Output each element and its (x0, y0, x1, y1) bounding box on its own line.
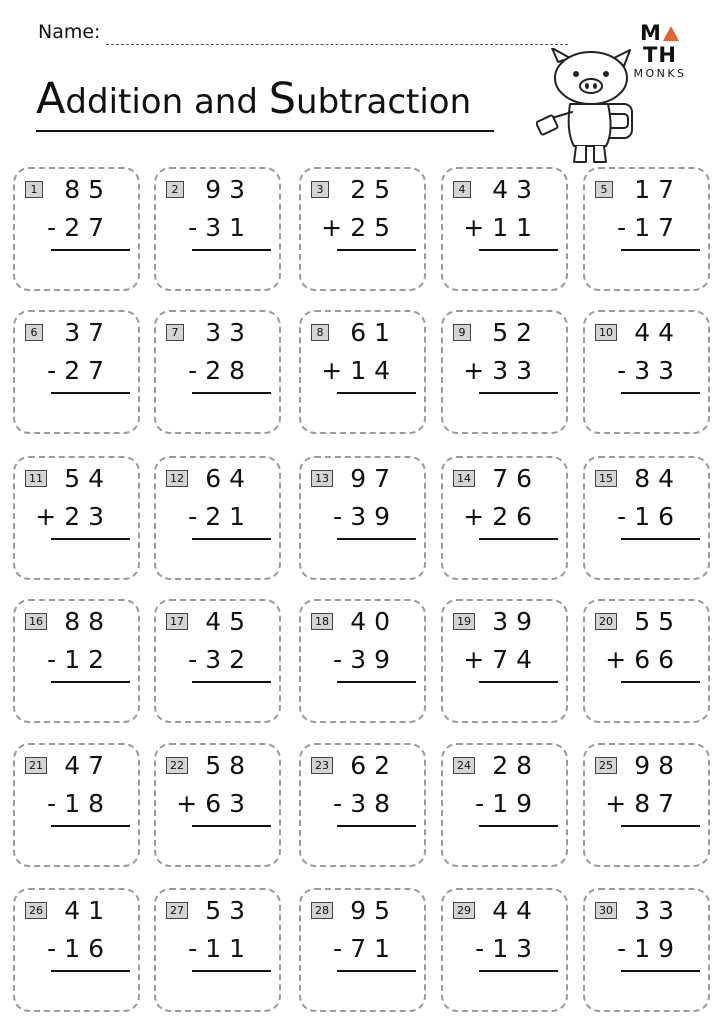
top-number: 93 (205, 175, 253, 204)
problem-number: 11 (25, 470, 47, 487)
answer-line[interactable] (51, 825, 130, 827)
answer-line[interactable] (192, 392, 271, 394)
top-number: 28 (492, 751, 540, 780)
operator-sign: + (463, 213, 493, 242)
problem-number: 21 (25, 757, 47, 774)
bottom-number: 63 (205, 789, 253, 818)
operator-sign: - (333, 934, 351, 963)
answer-line[interactable] (621, 681, 700, 683)
problem-card (154, 743, 281, 867)
problem-card (299, 888, 426, 1012)
problem-number: 14 (453, 470, 475, 487)
operator-sign: - (617, 213, 635, 242)
title-initial-s: S (268, 74, 297, 124)
problem-card (583, 743, 710, 867)
problem-card (583, 310, 710, 434)
top-number: 84 (634, 464, 682, 493)
top-number: 58 (205, 751, 253, 780)
answer-line[interactable] (51, 392, 130, 394)
answer-line[interactable] (51, 249, 130, 251)
problem-card (13, 743, 140, 867)
operator-sign: + (35, 502, 65, 531)
problem-card (13, 456, 140, 580)
bottom-operand (333, 502, 398, 531)
answer-line[interactable] (337, 681, 416, 683)
top-number: 44 (492, 896, 540, 925)
problem-number: 20 (595, 613, 617, 630)
answer-line[interactable] (479, 538, 558, 540)
bottom-number: 38 (350, 789, 398, 818)
problem-number: 26 (25, 902, 47, 919)
operator-sign: - (47, 934, 65, 963)
top-number: 76 (492, 464, 540, 493)
operator-sign: - (333, 645, 351, 674)
operator-sign: - (475, 789, 493, 818)
problem-number: 12 (166, 470, 188, 487)
answer-line[interactable] (337, 249, 416, 251)
top-number: 53 (205, 896, 253, 925)
bottom-operand (47, 645, 112, 674)
top-number: 95 (350, 896, 398, 925)
name-label: Name: (38, 21, 101, 43)
top-number: 33 (634, 896, 682, 925)
top-number: 98 (634, 751, 682, 780)
bottom-number: 27 (64, 356, 112, 385)
bottom-number: 87 (634, 789, 682, 818)
problem-number: 28 (311, 902, 333, 919)
operator-sign: - (188, 213, 206, 242)
bottom-number: 23 (64, 502, 112, 531)
operator-sign: + (321, 213, 351, 242)
answer-line[interactable] (621, 538, 700, 540)
problem-number: 4 (453, 181, 471, 198)
problem-card (299, 167, 426, 291)
operator-sign: + (605, 789, 635, 818)
bottom-number: 16 (634, 502, 682, 531)
bottom-number: 25 (350, 213, 398, 242)
problem-number: 9 (453, 324, 471, 341)
bottom-number: 32 (205, 645, 253, 674)
logo-th: TH (643, 43, 677, 67)
title-part-2: ubtraction (296, 82, 472, 122)
bottom-operand (475, 789, 540, 818)
problem-number: 1 (25, 181, 43, 198)
answer-line[interactable] (479, 392, 558, 394)
answer-line[interactable] (337, 970, 416, 972)
top-number: 64 (205, 464, 253, 493)
problem-card (583, 599, 710, 723)
top-number: 45 (205, 607, 253, 636)
operator-sign: + (176, 789, 206, 818)
bottom-operand (463, 213, 540, 242)
problem-number: 16 (25, 613, 47, 630)
bottom-number: 66 (634, 645, 682, 674)
bottom-operand (333, 789, 398, 818)
top-number: 33 (205, 318, 253, 347)
operator-sign: - (617, 934, 635, 963)
problem-card (299, 456, 426, 580)
operator-sign: - (188, 502, 206, 531)
answer-line[interactable] (479, 970, 558, 972)
operator-sign: - (333, 789, 351, 818)
bottom-operand (463, 356, 540, 385)
problem-number: 25 (595, 757, 617, 774)
problem-card (441, 743, 568, 867)
answer-line[interactable] (479, 249, 558, 251)
bottom-number: 11 (205, 934, 253, 963)
problem-card (583, 888, 710, 1012)
problem-number: 22 (166, 757, 188, 774)
answer-line[interactable] (192, 538, 271, 540)
problem-number: 17 (166, 613, 188, 630)
bottom-number: 13 (492, 934, 540, 963)
logo-triangle-icon (663, 26, 679, 41)
bottom-operand (463, 502, 540, 531)
operator-sign: - (475, 934, 493, 963)
logo-subtitle: MONKS (633, 67, 687, 80)
problem-card (299, 743, 426, 867)
top-number: 44 (634, 318, 682, 347)
problem-number: 5 (595, 181, 613, 198)
problem-number: 10 (595, 324, 617, 341)
problem-number: 15 (595, 470, 617, 487)
operator-sign: + (463, 502, 493, 531)
problem-number: 18 (311, 613, 333, 630)
bottom-number: 27 (64, 213, 112, 242)
logo-m: M (640, 21, 662, 45)
operator-sign: - (188, 645, 206, 674)
answer-line[interactable] (621, 970, 700, 972)
problem-number: 27 (166, 902, 188, 919)
bottom-operand (188, 356, 253, 385)
bottom-operand (475, 934, 540, 963)
problem-card (583, 167, 710, 291)
bottom-number: 12 (64, 645, 112, 674)
bottom-operand (617, 213, 682, 242)
name-field[interactable] (106, 44, 568, 45)
operator-sign: - (617, 502, 635, 531)
problem-number: 19 (453, 613, 475, 630)
bottom-operand (188, 934, 253, 963)
bottom-operand (188, 213, 253, 242)
problem-card (583, 456, 710, 580)
operator-sign: + (463, 645, 493, 674)
answer-line[interactable] (621, 825, 700, 827)
top-number: 85 (64, 175, 112, 204)
answer-line[interactable] (51, 970, 130, 972)
answer-line[interactable] (192, 249, 271, 251)
answer-line[interactable] (51, 681, 130, 683)
answer-line[interactable] (479, 681, 558, 683)
top-number: 61 (350, 318, 398, 347)
bottom-operand (47, 789, 112, 818)
operator-sign: - (47, 645, 65, 674)
top-number: 62 (350, 751, 398, 780)
answer-line[interactable] (337, 392, 416, 394)
top-number: 17 (634, 175, 682, 204)
top-number: 37 (64, 318, 112, 347)
problem-number: 7 (166, 324, 184, 341)
problem-card (13, 167, 140, 291)
problem-card (441, 310, 568, 434)
operator-sign: + (605, 645, 635, 674)
bottom-number: 16 (64, 934, 112, 963)
operator-sign: - (188, 934, 206, 963)
problem-card (299, 599, 426, 723)
problem-card (154, 599, 281, 723)
bottom-number: 17 (634, 213, 682, 242)
bottom-number: 21 (205, 502, 253, 531)
bottom-operand (188, 502, 253, 531)
answer-line[interactable] (51, 538, 130, 540)
operator-sign: - (47, 789, 65, 818)
top-number: 97 (350, 464, 398, 493)
answer-line[interactable] (337, 538, 416, 540)
bottom-number: 39 (350, 645, 398, 674)
pig-mascot-icon (536, 48, 646, 166)
answer-line[interactable] (337, 825, 416, 827)
top-number: 47 (64, 751, 112, 780)
bottom-operand (47, 934, 112, 963)
bottom-operand (321, 213, 398, 242)
answer-line[interactable] (192, 970, 271, 972)
top-number: 25 (350, 175, 398, 204)
top-number: 55 (634, 607, 682, 636)
bottom-number: 39 (350, 502, 398, 531)
problem-number: 2 (166, 181, 184, 198)
bottom-operand (176, 789, 253, 818)
bottom-operand (617, 502, 682, 531)
top-number: 52 (492, 318, 540, 347)
problem-card (13, 599, 140, 723)
title-initial-a: A (36, 74, 66, 124)
problem-number: 30 (595, 902, 617, 919)
title-part-1: ddition and (65, 82, 269, 122)
bottom-operand (321, 356, 398, 385)
bottom-operand (47, 213, 112, 242)
problem-card (299, 310, 426, 434)
bottom-operand (463, 645, 540, 674)
page-title (36, 74, 494, 132)
operator-sign: - (47, 356, 65, 385)
problem-card (154, 167, 281, 291)
operator-sign: - (188, 356, 206, 385)
bottom-number: 74 (492, 645, 540, 674)
bottom-operand (333, 934, 398, 963)
answer-line[interactable] (479, 825, 558, 827)
operator-sign: - (333, 502, 351, 531)
bottom-operand (605, 645, 682, 674)
operator-sign: - (47, 213, 65, 242)
answer-line[interactable] (621, 392, 700, 394)
bottom-number: 18 (64, 789, 112, 818)
bottom-operand (47, 356, 112, 385)
operator-sign: + (463, 356, 493, 385)
top-number: 43 (492, 175, 540, 204)
top-number: 54 (64, 464, 112, 493)
problem-number: 24 (453, 757, 475, 774)
bottom-operand (333, 645, 398, 674)
bottom-operand (617, 934, 682, 963)
bottom-operand (605, 789, 682, 818)
operator-sign: - (617, 356, 635, 385)
problem-number: 8 (311, 324, 329, 341)
problem-card (13, 310, 140, 434)
problem-card (154, 310, 281, 434)
problem-card (154, 888, 281, 1012)
problem-number: 6 (25, 324, 43, 341)
bottom-operand (35, 502, 112, 531)
answer-line[interactable] (621, 249, 700, 251)
bottom-number: 11 (492, 213, 540, 242)
top-number: 40 (350, 607, 398, 636)
answer-line[interactable] (192, 681, 271, 683)
problem-number: 3 (311, 181, 329, 198)
top-number: 39 (492, 607, 540, 636)
bottom-number: 28 (205, 356, 253, 385)
operator-sign: + (321, 356, 351, 385)
bottom-operand (617, 356, 682, 385)
problem-card (441, 599, 568, 723)
bottom-number: 71 (350, 934, 398, 963)
problem-card (13, 888, 140, 1012)
problem-number: 23 (311, 757, 333, 774)
bottom-number: 14 (350, 356, 398, 385)
top-number: 88 (64, 607, 112, 636)
problem-number: 29 (453, 902, 475, 919)
problem-card (154, 456, 281, 580)
bottom-number: 31 (205, 213, 253, 242)
problem-number: 13 (311, 470, 333, 487)
top-number: 41 (64, 896, 112, 925)
bottom-operand (188, 645, 253, 674)
bottom-number: 33 (492, 356, 540, 385)
bottom-number: 19 (492, 789, 540, 818)
bottom-number: 26 (492, 502, 540, 531)
problem-card (441, 456, 568, 580)
bottom-number: 19 (634, 934, 682, 963)
answer-line[interactable] (192, 825, 271, 827)
problem-card (441, 167, 568, 291)
bottom-number: 33 (634, 356, 682, 385)
problem-card (441, 888, 568, 1012)
